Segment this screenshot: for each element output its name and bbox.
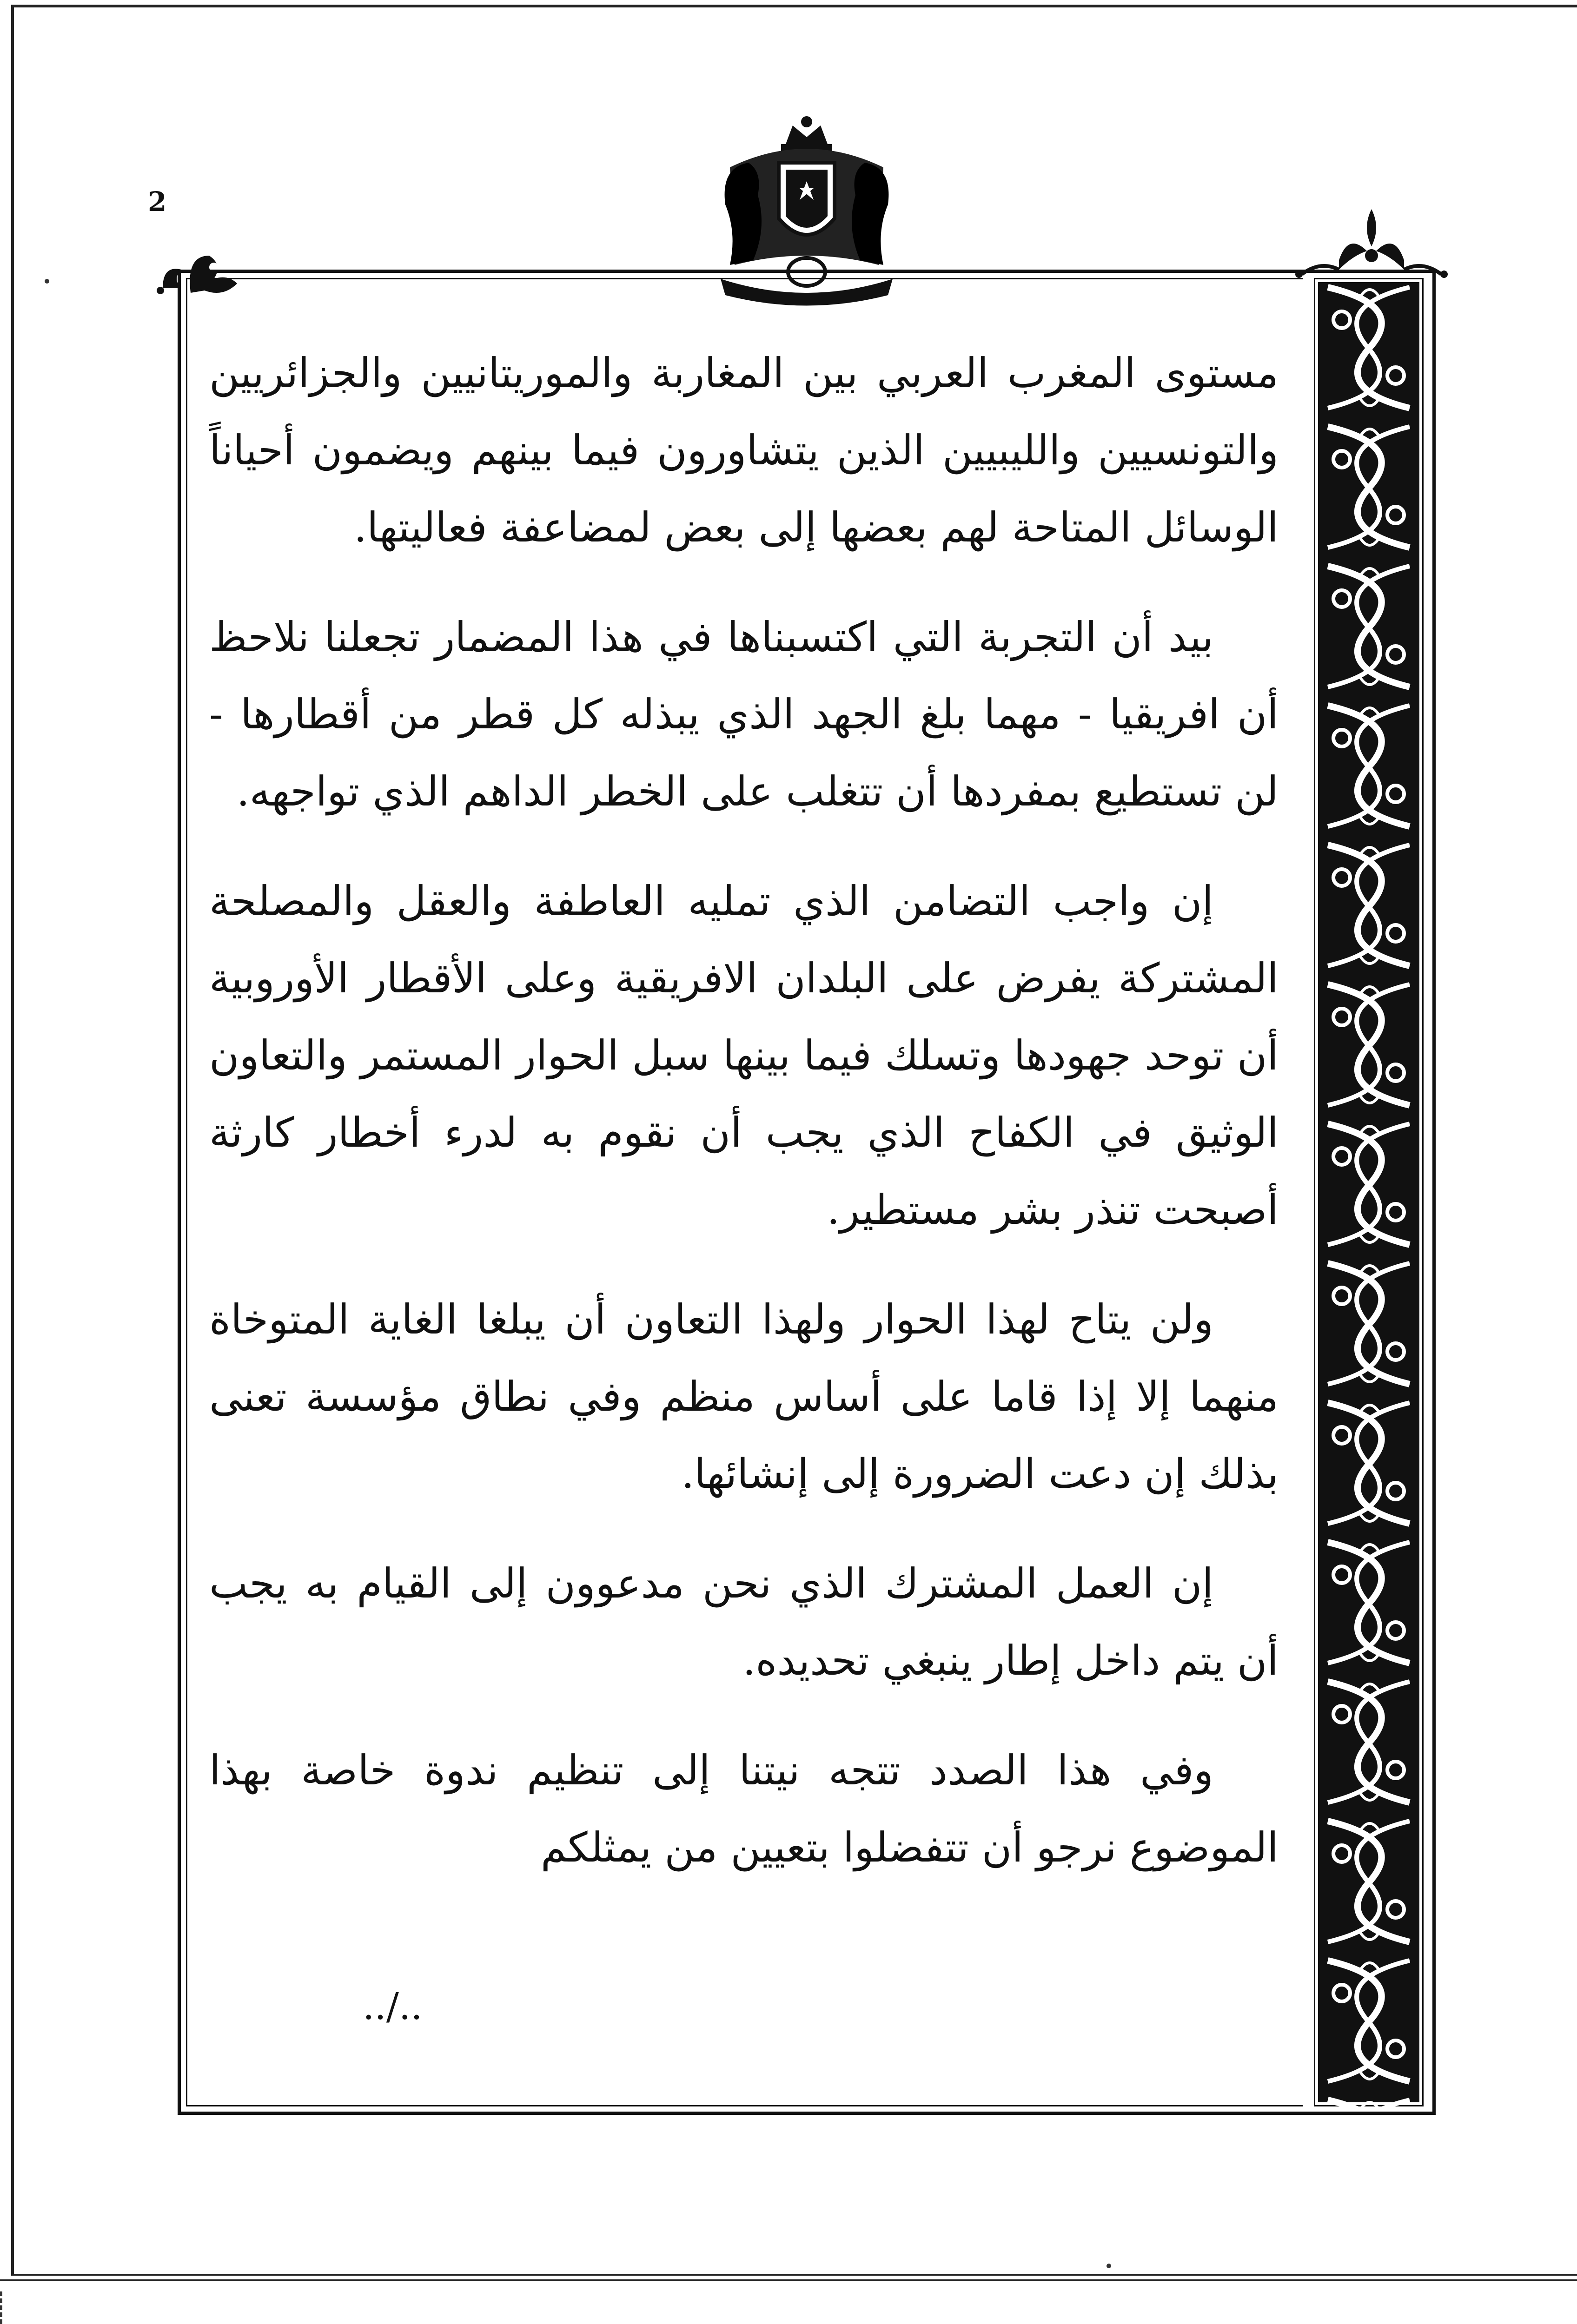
- paragraph: وفي هذا الصدد تتجه نيتنا إلى تنظيم ندوة خاصة بهذا الموضوع نرجو أن تتفضلوا بتعيين من يمثلكم: [209, 1746, 1279, 1871]
- fleur-ornament-icon: [1292, 205, 1451, 279]
- arabesque-border-icon: [1314, 278, 1424, 2106]
- letter-body: [209, 335, 1279, 2054]
- scan-speck: [1107, 2264, 1111, 2268]
- paragraph: مستوى المغرب العربي بين المغاربة والموريتانيين والجزائريين والتونسيين والليبيين الذين يتشاورون فيما بينهم ويضمون أحياناً الوسائل المتاحة لهم بعضها إلى بعض لمضاعفة فعاليتها.: [209, 349, 1279, 551]
- scan-speck: [45, 279, 49, 284]
- continuation-mark: ../..: [363, 1985, 423, 2028]
- paragraph: إن العمل المشترك الذي نحن مدعوون إلى القيام به يجب أن يتم داخل إطار ينبغي تحديده.: [209, 1559, 1279, 1684]
- paragraph: ولن يتاح لهذا الحوار ولهذا التعاون أن يبلغا الغاية المتوخاة منهما إلا إذا قاما على أساس منظم وفي نطاق مؤسسة تعنى بذلك إن دعت الضرورة إلى إنشائها.: [209, 1295, 1279, 1498]
- page-number: 2: [148, 186, 167, 218]
- paragraph: بيد أن التجربة التي اكتسبناها في هذا المضمار تجعلنا نلاحظ أن افريقيا - مهما بلغ الجهد الذي يبذله كل قطر من أقطارها - لن تستطيع بمفردها أن تتغلب على الخطر الداهم الذي تواجهه.: [209, 613, 1279, 815]
- page-divider: [0, 2279, 1577, 2281]
- paragraph: إن واجب التضامن الذي تمليه العاطفة والعقل والمصلحة المشتركة يفرض على البلدان الافريقية وعلى الأقطار الأوروبية أن توحد جهودها وتسلك فيما بينها سبل الحوار المستمر والتعاون الوثيق في الكفاح الذي يجب أن نقوم به لدرء أخطار كارثة أصبحت تنذر بشر مستطير.: [209, 877, 1279, 1234]
- scan-edge: [0, 2291, 5, 2324]
